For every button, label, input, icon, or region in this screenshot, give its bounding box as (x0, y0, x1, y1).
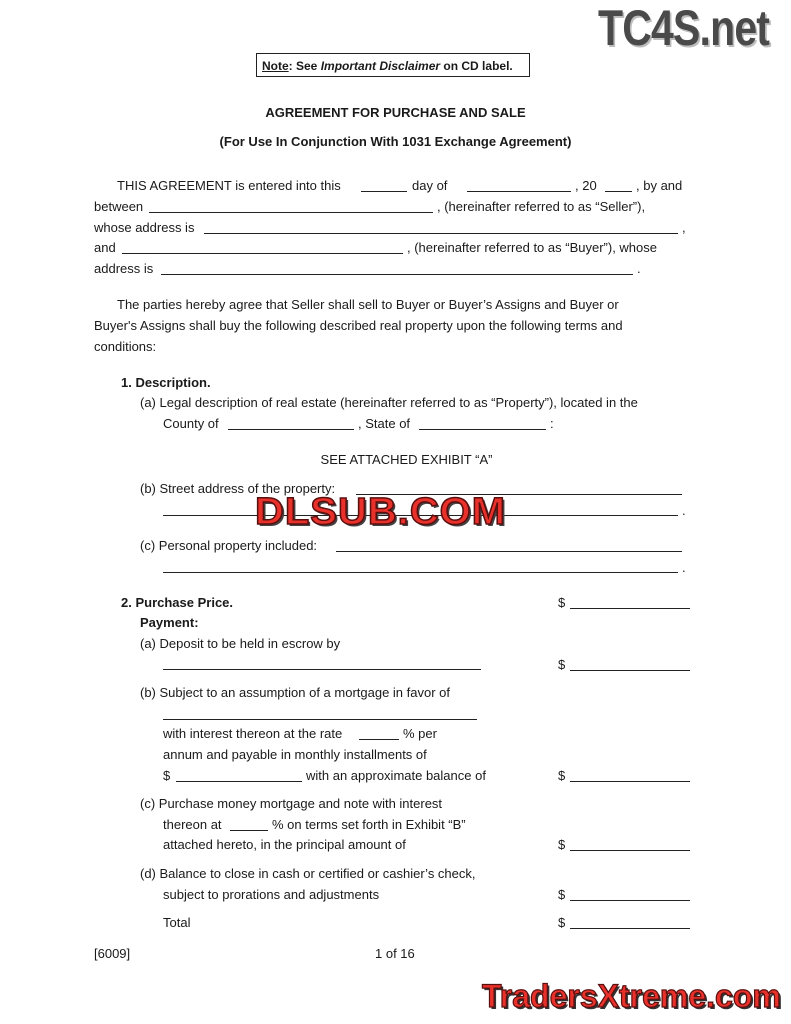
blank-state[interactable] (419, 429, 546, 430)
blank-balance-amount[interactable] (570, 900, 690, 901)
section-1b-end: . (682, 503, 686, 518)
blank-mortgagee[interactable] (163, 719, 477, 720)
parties-line-3: conditions: (94, 339, 157, 354)
blank-interest-rate[interactable] (359, 739, 399, 740)
blank-purchase-price[interactable] (570, 608, 690, 609)
blank-month[interactable] (467, 191, 571, 192)
section-2b-per: % per (403, 726, 437, 741)
note-italic: Important Disclaimer (320, 59, 441, 73)
note-post: on CD label. (440, 59, 513, 73)
intro-1c: , 20 (575, 178, 597, 193)
blank-buyer[interactable] (122, 253, 403, 254)
blank-pmm-rate[interactable] (230, 830, 268, 831)
intro-1b: day of (412, 178, 448, 193)
section-2b-line-3: annum and payable in monthly installments of (163, 747, 427, 762)
section-1a-county: County of (163, 416, 219, 431)
intro-2b: , (hereinafter referred to as “Seller”), (437, 199, 646, 214)
parties-line-1: The parties hereby agree that Seller shall sell to Buyer or Buyer’s Assigns and Buyer or (117, 297, 619, 312)
blank-mortgage-balance[interactable] (570, 781, 690, 782)
blank-county[interactable] (228, 429, 354, 430)
parties-line-2: Buyer's Assigns shall buy the following described real property upon the following terms and (94, 318, 623, 333)
dollar-deposit: $ (558, 657, 566, 672)
section-2d-line-1: (d) Balance to close in cash or certified or cashier’s check, (140, 866, 476, 881)
section-2-heading: 2. Purchase Price. (121, 595, 234, 610)
note-pre: : See (288, 59, 321, 73)
blank-escrow-agent[interactable] (163, 669, 481, 670)
payment-label: Payment: (140, 615, 199, 630)
section-2c-line-3: attached hereto, in the principal amount of (163, 837, 406, 852)
section-2b-balance: with an approximate balance of (306, 768, 486, 783)
section-1c-end: . (682, 560, 686, 575)
dollar-total: $ (558, 915, 566, 930)
intro-5b: . (637, 261, 641, 276)
section-2c-terms: % on terms set forth in Exhibit “B” (272, 817, 466, 832)
section-1a-line-1: (a) Legal description of real estate (hereinafter referred to as “Property”), located in the (140, 395, 638, 410)
page-number: 1 of 16 (375, 946, 415, 961)
intro-4a: and (94, 240, 116, 255)
blank-buyer-address[interactable] (161, 274, 633, 275)
section-1a-state: , State of (358, 416, 411, 431)
section-2a-label: (a) Deposit to be held in escrow by (140, 636, 341, 651)
intro-4b: , (hereinafter referred to as “Buyer”), whose (407, 240, 657, 255)
document-title: AGREEMENT FOR PURCHASE AND SALE (265, 105, 526, 120)
blank-year[interactable] (605, 191, 632, 192)
dollar-balance: $ (558, 887, 566, 902)
blank-day[interactable] (361, 191, 407, 192)
blank-total-amount[interactable] (570, 928, 690, 929)
intro-3a: whose address is (94, 220, 195, 235)
note-text (262, 58, 513, 74)
section-2c-line-1: (c) Purchase money mortgage and note with interest (140, 796, 443, 811)
intro-1a: THIS AGREEMENT is entered into this (117, 178, 341, 193)
intro-2a: between (94, 199, 144, 214)
section-1b-label: (b) Street address of the property: (140, 481, 336, 496)
note-label: Note (262, 59, 289, 73)
section-2d-line-2: subject to prorations and adjustments (163, 887, 380, 902)
intro-5a: address is (94, 261, 154, 276)
section-2b-dollar: $ (163, 768, 171, 783)
section-2b-line-1: (b) Subject to an assumption of a mortgage in favor of (140, 685, 451, 700)
watermark-tradersxtreme: TradersXtreme.com (482, 978, 781, 1014)
section-2c-thereon: thereon at (163, 817, 222, 832)
section-2b-rate: with interest thereon at the rate (163, 726, 343, 741)
exhibit-a-notice: SEE ATTACHED EXHIBIT “A” (320, 452, 493, 467)
blank-personal-property-1[interactable] (336, 551, 682, 552)
blank-seller-address[interactable] (204, 233, 678, 234)
intro-1d: , by and (636, 178, 683, 193)
dollar-pmm: $ (558, 837, 566, 852)
blank-seller[interactable] (149, 212, 433, 213)
total-label: Total (163, 915, 191, 930)
section-1a-colon: : (550, 416, 554, 431)
watermark-tc4s: TC4S.net (598, 0, 770, 56)
intro-3b: , (682, 220, 686, 235)
blank-personal-property-2[interactable] (163, 572, 678, 573)
section-1-heading: 1. Description. (121, 375, 211, 390)
dollar-mortgage-balance: $ (558, 768, 566, 783)
blank-monthly-installment[interactable] (176, 781, 302, 782)
dollar-purchase-price: $ (558, 595, 566, 610)
watermark-dlsub: DLSUB.COM (255, 491, 507, 533)
form-code: [6009] (94, 946, 131, 961)
blank-deposit-amount[interactable] (570, 670, 690, 671)
document-subtitle: (For Use In Conjunction With 1031 Exchange Agreement) (219, 134, 572, 149)
section-1c-label: (c) Personal property included: (140, 538, 318, 553)
blank-pmm-amount[interactable] (570, 850, 690, 851)
